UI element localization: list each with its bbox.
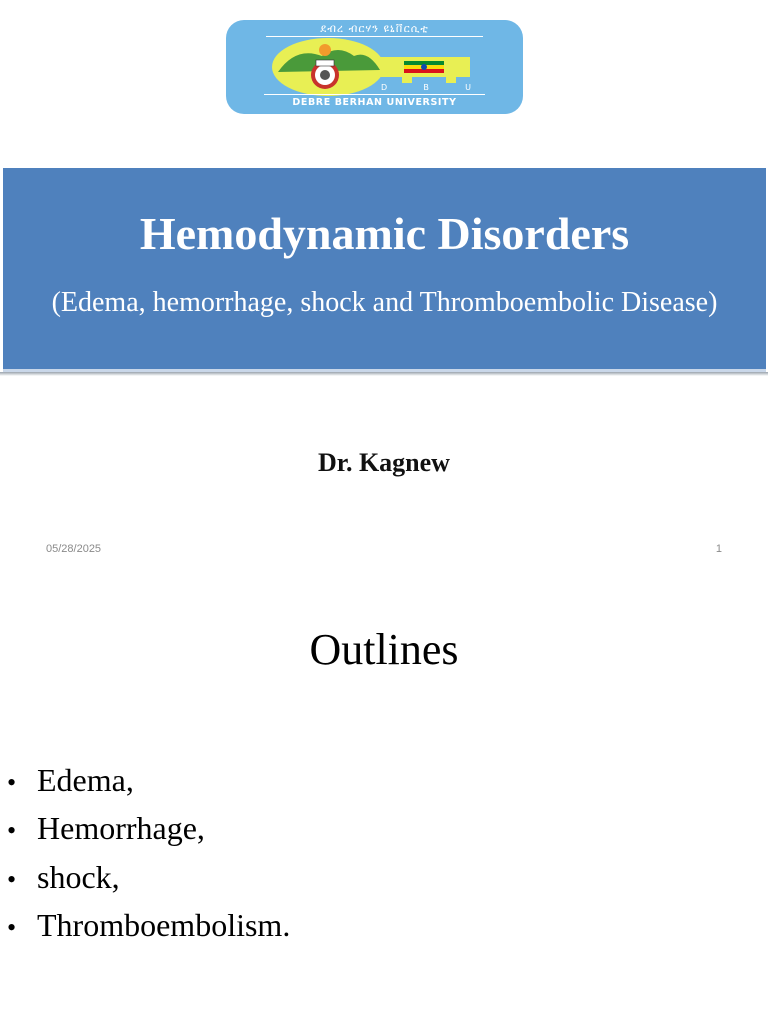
list-item-text: shock,	[37, 858, 120, 895]
list-item	[0, 907, 290, 955]
list-item-text: Thromboembolism.	[37, 906, 291, 943]
logo-letter-u: U	[465, 83, 471, 92]
outline-list	[0, 762, 290, 955]
logo-letter-d: D	[381, 83, 388, 92]
bullet-icon: •	[7, 816, 17, 846]
list-item-text: Hemorrhage,	[37, 810, 205, 847]
list-item	[0, 859, 290, 907]
logo-university-name: DEBRE BERHAN UNIVERSITY	[292, 97, 457, 108]
slide-title: Hemodynamic Disorders	[139, 208, 630, 259]
list-item	[0, 810, 290, 858]
outline-title: Outlines	[309, 625, 459, 674]
slide-2	[0, 574, 768, 1024]
slide-subtitle: (Edema, hemorrhage, shock and Thromboembolic Disease)	[51, 287, 718, 318]
title-box-shadow	[0, 372, 768, 376]
logo-amharic-text: ደብረ ብርሃን ዩኒቨርሲቲ	[320, 22, 429, 35]
list-item-text: Edema,	[37, 762, 134, 798]
logo-bottom-divider	[264, 94, 485, 95]
bullet-icon: •	[7, 768, 17, 797]
title-box	[3, 168, 766, 372]
list-item	[0, 762, 290, 810]
footer-date: 05/28/2025	[46, 543, 102, 555]
university-logo	[226, 20, 523, 114]
bullet-icon: •	[7, 864, 17, 894]
logo-letters	[381, 83, 471, 92]
logo-letter-b: B	[423, 83, 429, 92]
footer-page-number: 1	[715, 543, 722, 555]
bullet-icon: •	[7, 912, 17, 942]
author-name: Dr. Kagnew	[318, 448, 450, 477]
